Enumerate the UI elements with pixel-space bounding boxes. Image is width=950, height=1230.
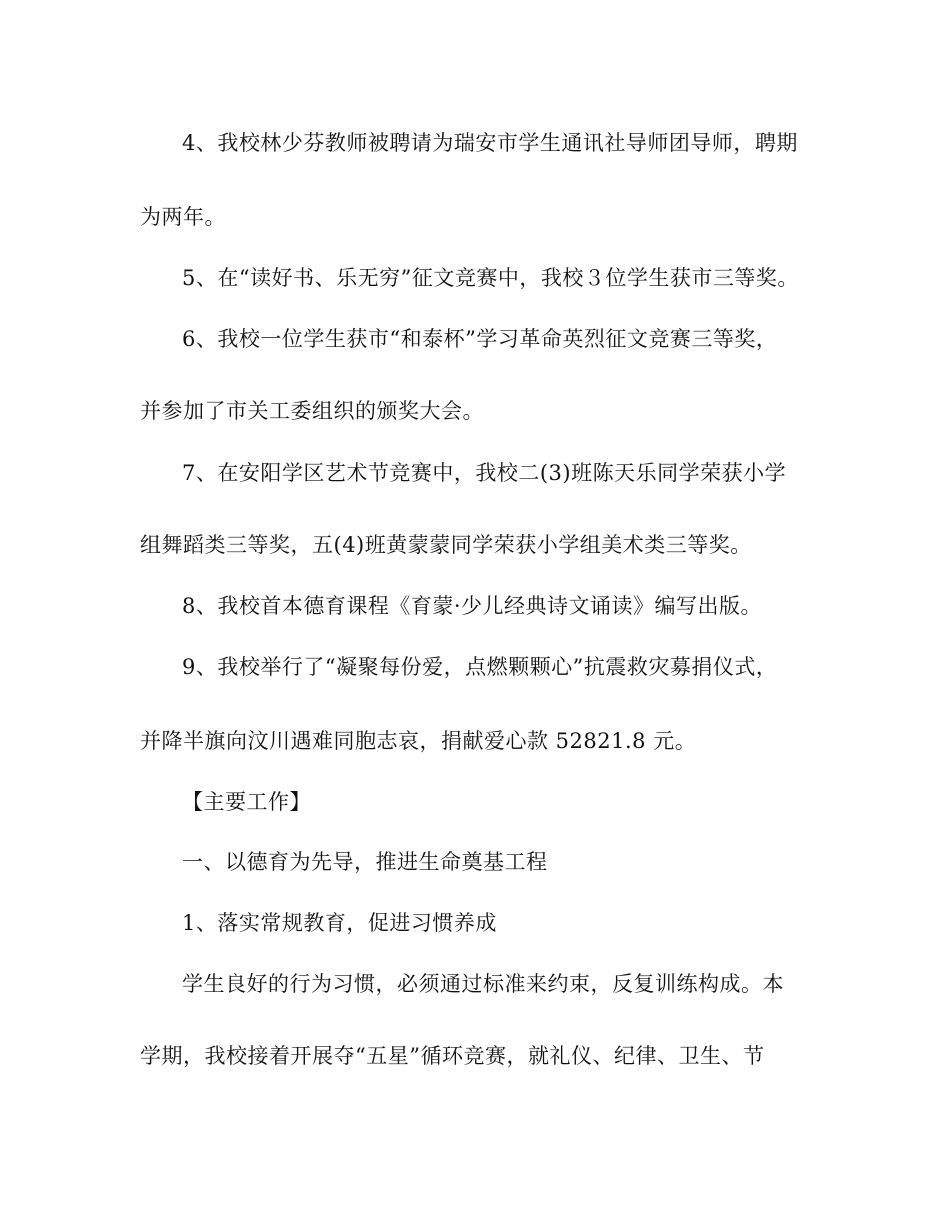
body-paragraph-line-1: 学生良好的行为习惯，必须通过标准来约束，反复训练构成。本 <box>182 972 784 996</box>
section-heading: 【主要工作】 <box>182 790 311 814</box>
paragraph-4-line-1: 4、我校林少芬教师被聘请为瑞安市学生通讯社导师团导师，聘期 <box>182 131 798 155</box>
paragraph-5-line-1: 5、在“读好书、乐无穷”征文竞赛中，我校３位学生获市三等奖。 <box>182 266 799 290</box>
paragraph-9-line-1: 9、我校举行了“凝聚每份爱，点燃颗颗心”抗震救灾募捐仪式， <box>182 655 778 679</box>
paragraph-7-line-1: 7、在安阳学区艺术节竞赛中，我校二(3)班陈天乐同学荣获小学 <box>182 461 787 485</box>
paragraph-4-line-2: 为两年。 <box>140 205 226 229</box>
paragraph-7-line-2: 组舞蹈类三等奖，五(4)班黄蒙蒙同学荣获小学组美术类三等奖。 <box>140 533 752 557</box>
body-paragraph-line-2: 学期，我校接着开展夺“五星”循环竞赛，就礼仪、纪律、卫生、节 <box>140 1044 765 1068</box>
paragraph-6-line-1: 6、我校一位学生获市“和泰杯”学习革命英烈征文竞赛三等奖， <box>182 327 778 351</box>
subsection-heading: 一、以德育为先导，推进生命奠基工程 <box>182 850 548 874</box>
paragraph-8-line-1: 8、我校首本德育课程《育蒙·少儿经典诗文诵读》编写出版。 <box>182 594 763 618</box>
item-heading: 1、落实常规教育，促进习惯养成 <box>182 911 497 935</box>
paragraph-6-line-2: 并参加了市关工委组织的颁奖大会。 <box>140 399 484 423</box>
paragraph-9-line-2: 并降半旗向汶川遇难同胞志哀，捐献爱心款 52821.8 元。 <box>140 729 697 753</box>
